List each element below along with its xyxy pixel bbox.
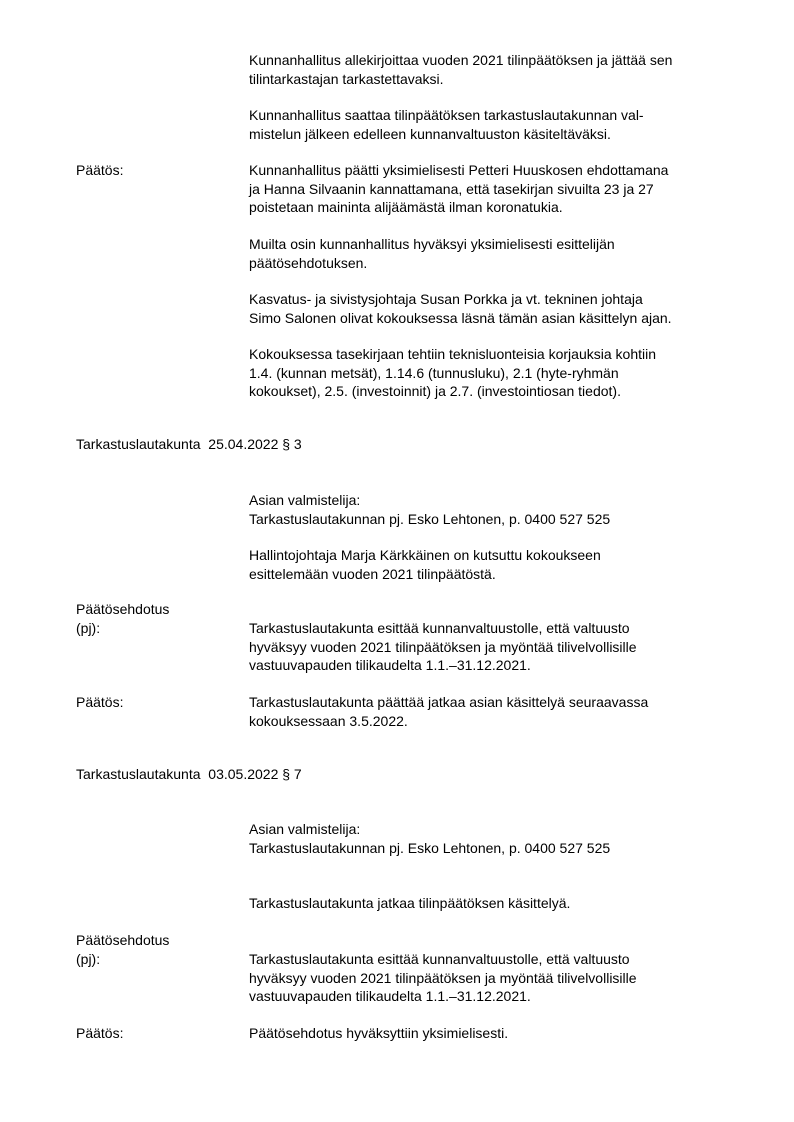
decision-paragraph-4: Kokouksessa tasekirjaan tehtiin teknisluonteisia korjauksia kohtiin 1.4. (kunnan metsät), 1.14.6 (tunnusluku), 2.1 (hyte-ryhmän kokoukset), 2.5. (investoinnit) ja 2.7. (investointiosan tiedot). [249,346,656,400]
intro-paragraph-1: Kunnanhallitus allekirjoittaa vuoden 2021 tilinpäätöksen ja jättää sen tilintarkastajan tarkastettavaksi. [249,52,673,87]
proposal-label-2: Päätösehdotus (pj): [76,932,170,967]
meeting-heading-1: Tarkastuslautakunta 25.04.2022 § 3 [76,436,302,452]
decision-paragraph-meeting-2: Päätösehdotus hyväksyttiin yksimielisesti. [249,1025,509,1041]
intro-paragraph-2: Kunnanhallitus saattaa tilinpäätöksen tarkastuslautakunnan val- mistelun jälkeen edelleen kunnanvaltuuston käsiteltäväksi. [249,107,644,142]
proposal-paragraph-1: Tarkastuslautakunta esittää kunnanvaltuustolle, että valtuusto hyväksyy vuoden 2021 tilinpäätöksen ja myöntää tilivelvollisille vastuuvapauden tilikaudelta 1.1.–31.12.2021. [249,620,637,674]
preparer-block-1: Asian valmistelija: Tarkastuslautakunnan pj. Esko Lehtonen, p. 0400 527 525 [249,492,611,527]
decision-paragraph-1: Kunnanhallitus päätti yksimielisesti Petteri Huuskosen ehdottamana ja Hanna Silvaanin kannattamana, että tasekirjan sivuilta 23 ja 27 poistetaan maininta alijäämästä ilman koronatukia. [249,162,669,216]
decision-label: Päätös: [76,162,124,178]
continue-paragraph: Tarkastuslautakunta jatkaa tilinpäätöksen käsittelyä. [249,895,571,911]
decision-paragraph-meeting-1: Tarkastuslautakunta päättää jatkaa asian käsittelyä seuraavassa kokouksessaan 3.5.2022. [249,694,649,729]
meeting-heading-2: Tarkastuslautakunta 03.05.2022 § 7 [76,766,302,782]
proposal-label-1: Päätösehdotus (pj): [76,601,170,636]
decision-paragraph-2: Muilta osin kunnanhallitus hyväksyi yksimielisesti esittelijän päätösehdotuksen. [249,236,615,271]
proposal-paragraph-2: Tarkastuslautakunta esittää kunnanvaltuustolle, että valtuusto hyväksyy vuoden 2021 tilinpäätöksen ja myöntää tilivelvollisille vastuuvapauden tilikaudelta 1.1.–31.12.2021. [249,951,637,1005]
preparer-block-2: Asian valmistelija: Tarkastuslautakunnan pj. Esko Lehtonen, p. 0400 527 525 [249,821,611,856]
invite-paragraph: Hallintojohtaja Marja Kärkkäinen on kutsuttu kokoukseen esittelemään vuoden 2021 tilinpäätöstä. [249,547,601,582]
decision-paragraph-3: Kasvatus- ja sivistysjohtaja Susan Porkka ja vt. tekninen johtaja Simo Salonen olivat kokouksessa läsnä tämän asian käsittelyn ajan. [249,291,672,326]
decision-label-1: Päätös: [76,694,124,710]
decision-label-2: Päätös: [76,1025,124,1041]
